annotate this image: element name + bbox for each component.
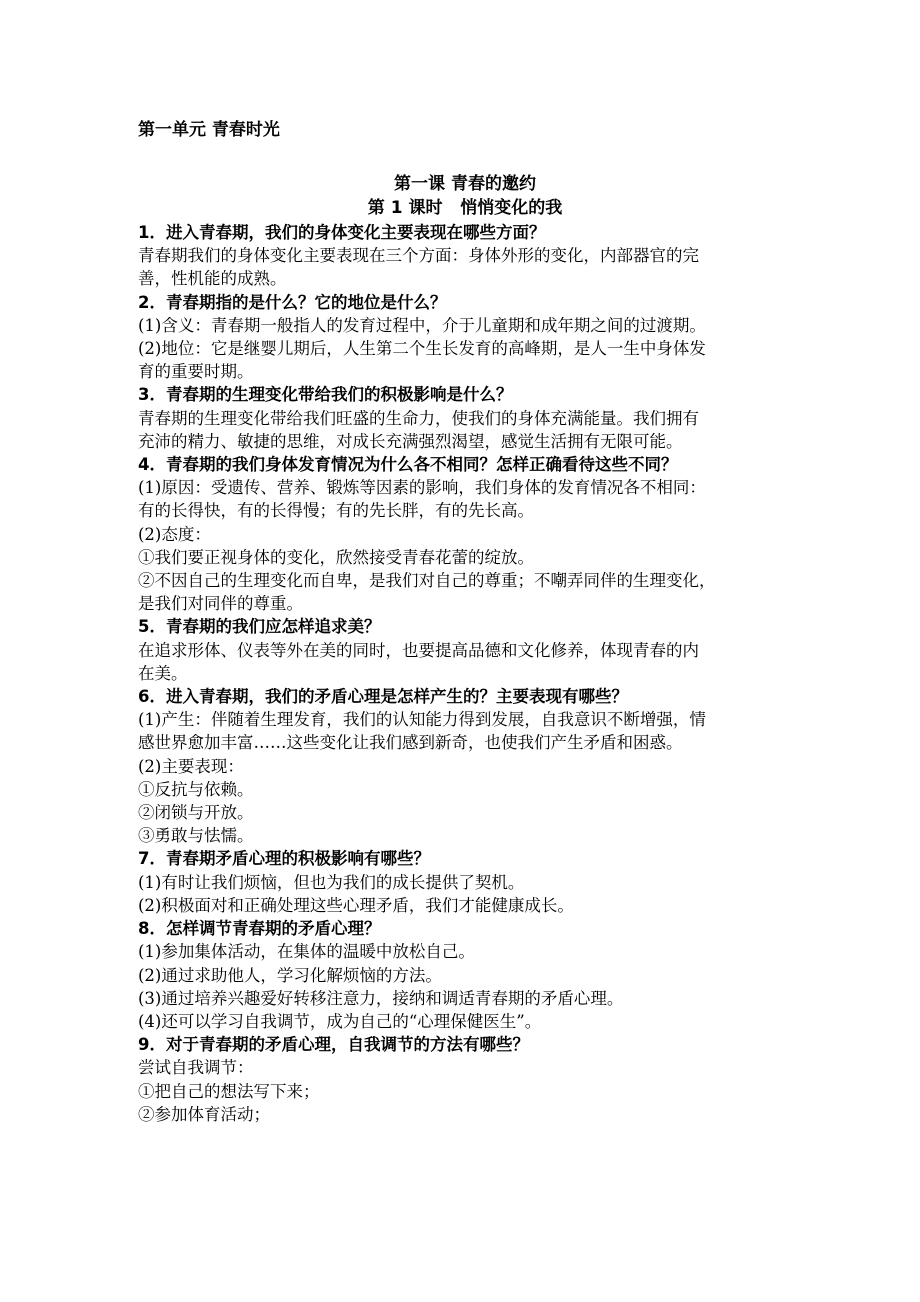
answer-line: 青春期的生理变化带给我们旺盛的生命力，使我们的身体充满能量。我们拥有: [138, 408, 699, 428]
question-heading: 9．对于青春期的矛盾心理，自我调节的方法有哪些？: [138, 1035, 529, 1055]
question-heading: 8．怎样调节青春期的矛盾心理？: [138, 919, 381, 939]
question-heading: 5．青春期的我们应怎样追求美？: [138, 617, 381, 637]
qa-block: [138, 847, 792, 917]
question-heading: 7．青春期矛盾心理的积极影响有哪些？: [138, 849, 430, 869]
qa-block: [138, 221, 792, 291]
answer-line: (2)态度：: [138, 524, 211, 544]
answer-line: ②不因自己的生理变化而自卑，是我们对自己的尊重；不嘲弄同伴的生理变化，: [138, 571, 716, 591]
answer-line: 感世界愈加丰富……这些变化让我们感到新奇，也使我们产生矛盾和困惑。: [138, 733, 683, 753]
answer-line: (3)通过培养兴趣爱好转移注意力，接纳和调适青春期的矛盾心理。: [138, 988, 624, 1008]
answer-line: ①把自己的想法写下来；: [138, 1081, 320, 1101]
answer-line: (2)积极面对和正确处理这些心理矛盾，我们才能健康成长。: [138, 895, 574, 915]
answer-line: ②参加体育活动；: [138, 1104, 270, 1124]
answer-line: (1)含义：青春期一般指人的发育过程中，介于儿童期和成年期之间的过渡期。: [138, 315, 706, 335]
answer-line: ③勇敢与怯懦。: [138, 826, 254, 846]
qa-block: [138, 291, 792, 384]
unit-title: 第一单元 青春时光: [138, 120, 280, 140]
question-heading: 6．进入青春期，我们的矛盾心理是怎样产生的？主要表现有哪些？: [138, 687, 628, 707]
answer-paragraph: [138, 244, 792, 290]
answer-line: (4)还可以学习自我调节，成为自己的“心理保健医生”。: [138, 1011, 542, 1031]
answer-paragraph: [138, 407, 792, 453]
qa-block: [138, 685, 792, 847]
answer-line: 在美。: [138, 663, 188, 683]
answer-paragraph: [138, 639, 792, 685]
question-heading: 2．青春期指的是什么？它的地位是什么？: [138, 292, 447, 312]
answer-line: 青春期我们的身体变化主要表现在三个方面：身体外形的变化，内部器官的完: [138, 246, 699, 266]
qa-list: [138, 221, 792, 1126]
answer-paragraph: [138, 1056, 792, 1126]
answer-line: 充沛的精力、敏捷的思维，对成长充满强烈渴望，感觉生活拥有无限可能。: [138, 431, 683, 451]
qa-block: [138, 1033, 792, 1126]
document-page: [138, 118, 792, 1126]
answer-line: 有的长得快，有的长得慢；有的先长胖，有的先长高。: [138, 501, 534, 521]
answer-line: (1)参加集体活动，在集体的温暖中放松自己。: [138, 942, 475, 962]
answer-line: 是我们对同伴的尊重。: [138, 594, 303, 614]
answer-line: (1)有时让我们烦恼，但也为我们的成长提供了契机。: [138, 872, 525, 892]
answer-line: ①我们要正视身体的变化，欣然接受青春花蕾的绽放。: [138, 547, 534, 567]
question-heading: 4．青春期的我们身体发育情况为什么各不相同？怎样正确看待这些不同？: [138, 455, 678, 475]
lesson-title: 第一课 青春的邀约: [394, 174, 536, 194]
question-heading: 3．青春期的生理变化带给我们的积极影响是什么？: [138, 385, 513, 405]
answer-line: (2)主要表现：: [138, 756, 244, 776]
qa-block: [138, 453, 792, 615]
answer-line: (1)原因：受遗传、营养、锻炼等因素的影响，我们身体的发育情况各不相同：: [138, 478, 706, 498]
answer-line: 育的重要时期。: [138, 362, 254, 382]
answer-paragraph: [138, 708, 792, 847]
answer-line: 在追求形体、仪表等外在美的同时，也要提高品德和文化修养，体现青春的内: [138, 640, 699, 660]
answer-line: (2)地位：它是继婴儿期后，人生第二个生长发育的高峰期，是人一生中身体发: [138, 339, 706, 359]
answer-line: ①反抗与依赖。: [138, 779, 254, 799]
answer-line: 善，性机能的成熟。: [138, 269, 287, 289]
answer-line: (1)产生：伴随着生理发育，我们的认知能力得到发展，自我意识不断增强，情: [138, 710, 706, 730]
answer-line: (2)通过求助他人，学习化解烦恼的方法。: [138, 965, 442, 985]
answer-line: ②闭锁与开放。: [138, 803, 254, 823]
answer-paragraph: [138, 871, 792, 917]
question-heading: 1．进入青春期，我们的身体变化主要表现在哪些方面？: [138, 223, 546, 242]
answer-line: 尝试自我调节：: [138, 1058, 254, 1078]
qa-block: [138, 615, 792, 685]
answer-paragraph: [138, 476, 792, 615]
period-title: 第 1 课时 悄悄变化的我: [367, 198, 563, 218]
answer-paragraph: [138, 314, 792, 384]
qa-block: [138, 917, 792, 1033]
answer-paragraph: [138, 940, 792, 1033]
qa-block: [138, 383, 792, 453]
